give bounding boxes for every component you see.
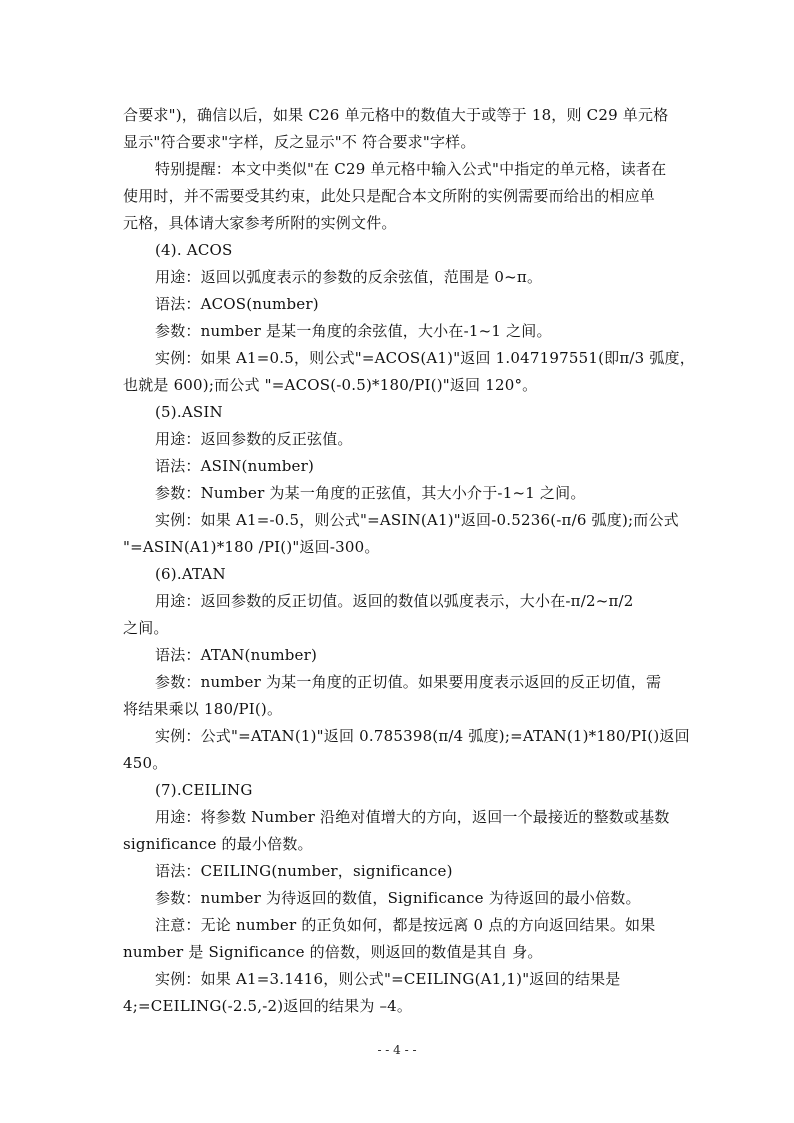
page-number: - - 4 - - xyxy=(377,1043,417,1057)
paragraph-line: 参数：number 为某一角度的正切值。如果要用度表示返回的反正切值，需 xyxy=(155,673,662,691)
paragraph-line: 实例：如果 A1=-0.5，则公式"=ASIN(A1)"返回-0.5236(-π/6 弧度);而公式 xyxy=(155,511,679,529)
paragraph-line: 语法：ASIN(number) xyxy=(155,457,315,475)
paragraph-line: 实例：如果 A1=3.1416，则公式"=CEILING(A1,1)"返回的结果是 xyxy=(155,970,621,988)
paragraph-line: 之间。 xyxy=(123,619,169,637)
paragraph-line: 元格，具体请大家参考所附的实例文件。 xyxy=(123,214,397,232)
paragraph-line: 参数：number 是某一角度的余弦值，大小在-1~1 之间。 xyxy=(155,322,552,340)
paragraph-line: 参数：Number 为某一角度的正弦值，其大小介于-1~1 之间。 xyxy=(155,484,586,502)
paragraph-line: 注意：无论 number 的正负如何，都是按远离 0 点的方向返回结果。如果 xyxy=(155,916,656,934)
paragraph-line: 实例：公式"=ATAN(1)"返回 0.785398(π/4 弧度);=ATAN(1)*180/PI()返回 xyxy=(155,727,690,745)
paragraph-line: significance 的最小倍数。 xyxy=(123,835,313,853)
paragraph-line: 实例：如果 A1=0.5，则公式"=ACOS(A1)"返回 1.047197551(即π/3 弧度， xyxy=(155,349,695,367)
paragraph-line: 语法：ACOS(number) xyxy=(155,295,319,313)
paragraph-line: number 是 Significance 的倍数，则返回的数值是其自 身。 xyxy=(123,943,543,961)
section-heading-atan: (6).ATAN xyxy=(155,565,226,583)
paragraph-line: 用途：返回参数的反正弦值。 xyxy=(155,430,353,448)
paragraph-line: 语法：CEILING(number，significance) xyxy=(155,862,453,880)
section-heading-ceiling: (7).CEILING xyxy=(155,781,253,799)
paragraph-line: 语法：ATAN(number) xyxy=(155,646,318,664)
paragraph-line: 450。 xyxy=(123,754,168,772)
paragraph-line: 4;=CEILING(-2.5,-2)返回的结果为 –4。 xyxy=(123,997,413,1015)
section-heading-acos: (4). ACOS xyxy=(155,241,233,259)
section-heading-asin: (5).ASIN xyxy=(155,403,223,421)
paragraph-line: 合要求")，确信以后，如果 C26 单元格中的数值大于或等于 18，则 C29 单元格 xyxy=(123,106,669,124)
paragraph-line: 用途：返回参数的反正切值。返回的数值以弧度表示，大小在-π/2~π/2 xyxy=(155,592,634,610)
paragraph-line: 也就是 600);而公式 "=ACOS(-0.5)*180/PI()"返回 120°。 xyxy=(123,376,538,394)
paragraph-line: 使用时，并不需要受其约束，此处只是配合本文所附的实例需要而给出的相应单 xyxy=(123,187,656,205)
paragraph-line: "=ASIN(A1)*180 /PI()"返回-300。 xyxy=(123,538,380,556)
paragraph-line: 将结果乘以 180/PI()。 xyxy=(123,700,283,718)
paragraph-line: 用途：将参数 Number 沿绝对值增大的方向，返回一个最接近的整数或基数 xyxy=(155,808,670,826)
paragraph-line: 特别提醒：本文中类似"在 C29 单元格中输入公式"中指定的单元格，读者在 xyxy=(155,160,667,178)
paragraph-line: 用途：返回以弧度表示的参数的反余弦值，范围是 0~π。 xyxy=(155,268,543,286)
paragraph-line: 参数：number 为待返回的数值，Significance 为待返回的最小倍数。 xyxy=(155,889,641,907)
paragraph-line: 显示"符合要求"字样，反之显示"不 符合要求"字样。 xyxy=(123,133,476,151)
